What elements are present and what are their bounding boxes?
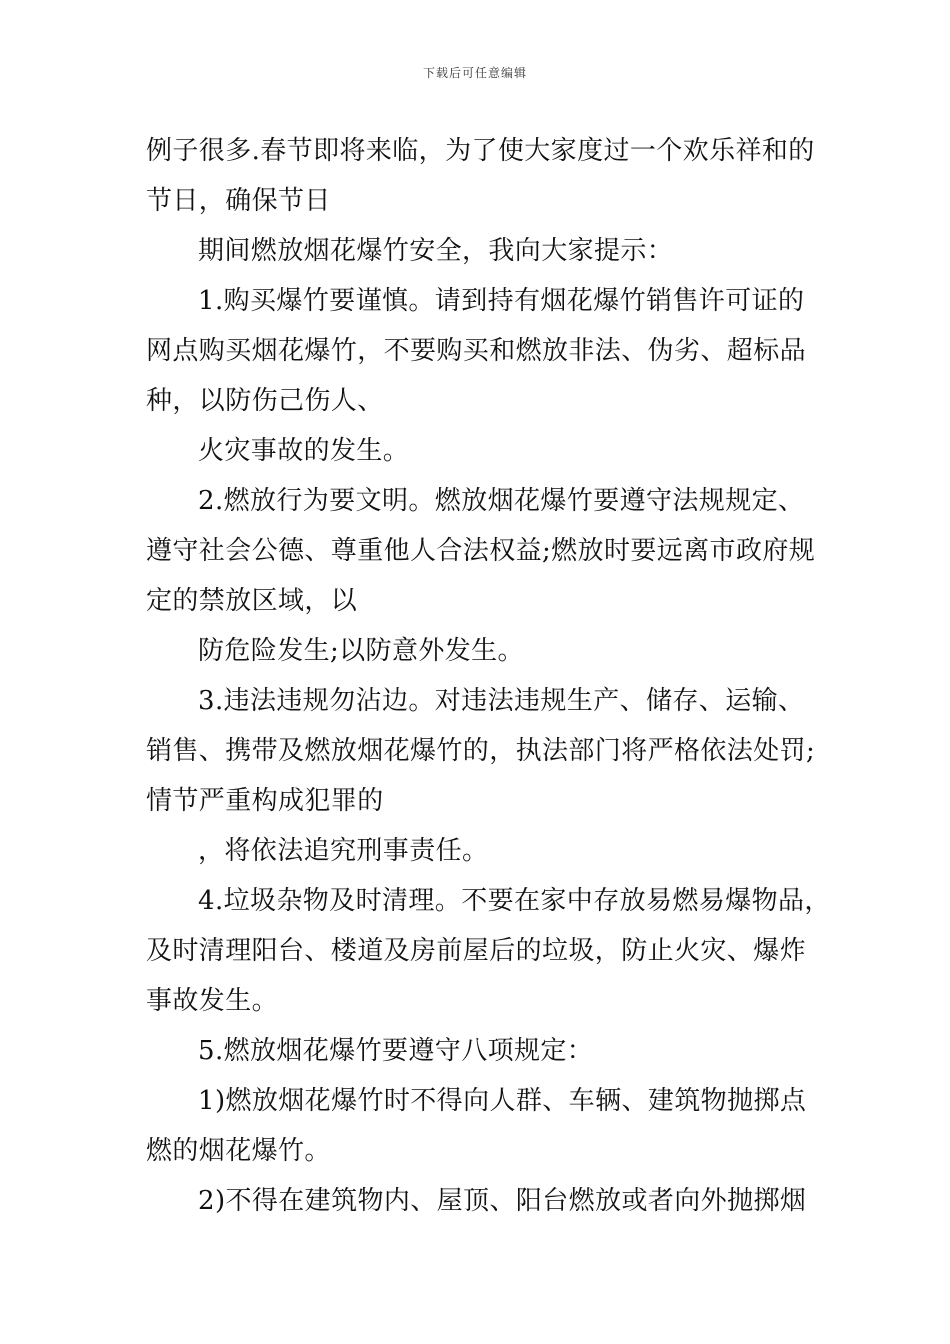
text-line: 4.垃圾杂物及时清理。不要在家中存放易燃易爆物品， (198, 886, 831, 916)
text-line: 遵守社会公德、尊重他人合法权益;燃放时要远离市政府规 (146, 536, 816, 566)
text-line: 期间燃放烟花爆竹安全，我向大家提示： (198, 236, 674, 266)
text-line: 节日，确保节日 (146, 186, 331, 216)
document-body (146, 126, 831, 1226)
page-header: 下载后可任意编辑 (422, 66, 527, 80)
text-line: 5.燃放烟花爆竹要遵守八项规定： (198, 1036, 594, 1066)
text-line: 燃的烟花爆竹。 (146, 1136, 331, 1166)
text-line: 事故发生。 (146, 986, 279, 1016)
text-line: 3.违法违规勿沾边。对违法违规生产、储存、运输、 (198, 686, 805, 716)
text-line: 及时清理阳台、楼道及房前屋后的垃圾，防止火灾、爆炸 (146, 936, 807, 966)
text-line: 种，以防伤己伤人、 (146, 386, 384, 416)
text-line: 2)不得在建筑物内、屋顶、阳台燃放或者向外抛掷烟 (198, 1186, 807, 1216)
text-line: 2.燃放行为要文明。燃放烟花爆竹要遵守法规规定、 (198, 486, 805, 516)
text-line: 防危险发生;以防意外发生。 (198, 636, 524, 666)
text-line: 销售、携带及燃放烟花爆竹的，执法部门将严格依法处罚; (146, 736, 816, 766)
text-line: 1.购买爆竹要谨慎。请到持有烟花爆竹销售许可证的 (198, 286, 805, 316)
text-line: 情节严重构成犯罪的 (146, 786, 384, 816)
text-line: 定的禁放区域，以 (146, 586, 358, 616)
text-line: 网点购买烟花爆竹，不要购买和燃放非法、伪劣、超标品 (146, 336, 807, 366)
text-line: 例子很多.春节即将来临，为了使大家度过一个欢乐祥和的 (146, 136, 815, 166)
text-line: 1)燃放烟花爆竹时不得向人群、车辆、建筑物抛掷点 (198, 1086, 807, 1116)
text-line: 火灾事故的发生。 (198, 436, 410, 466)
text-line: ，将依法追究刑事责任。 (198, 836, 489, 866)
